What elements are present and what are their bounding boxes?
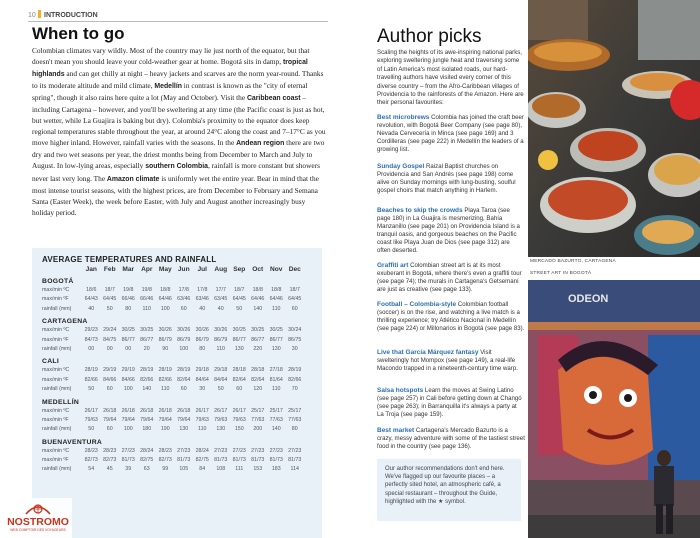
table-cell: 86/77 [251, 336, 265, 343]
table-row [42, 465, 312, 474]
pick-text: Raizal Baptist churches on Providencia and San Andrés (see page 198) come alive on Sunday mornings with lung-busting, soulful gospel choirs that match anything in Harlem. [377, 163, 516, 195]
table-cell: 82/75 [195, 457, 209, 464]
table-cell: 30/26 [195, 327, 209, 334]
table-cell: 114 [290, 466, 299, 473]
row-label: rainfall (mm) [42, 466, 72, 473]
author-pick-item [377, 427, 525, 451]
table-cell: 29/24 [103, 327, 117, 334]
table-cell: 110 [272, 386, 281, 393]
table-cell: 25/17 [288, 407, 302, 414]
pick-heading: Sunday Gospel [377, 163, 425, 170]
city-name: CALI [42, 358, 60, 366]
table-cell: 86/75 [288, 336, 302, 343]
table-cell: 100 [123, 386, 133, 393]
text-run: there are two dry and two wet seasons per year, the driest months being from December to March and July to August. In low-lying areas, especially [32, 138, 325, 171]
table-cell: 86/77 [140, 336, 154, 343]
table-cell: 86/77 [121, 336, 135, 343]
table-cell: 80 [291, 426, 298, 433]
table-cell: 26/18 [177, 407, 191, 414]
table-cell: 82/66 [158, 376, 172, 383]
table-cell: 28/24 [195, 447, 209, 454]
city-block [42, 358, 312, 394]
when-to-go-title: When to go [32, 24, 125, 43]
table-cell: 30/25 [251, 327, 265, 334]
table-cell: 28/19 [177, 367, 191, 374]
table-cell: 28/23 [158, 447, 172, 454]
city-name: CARTAGENA [42, 318, 88, 326]
photo-caption-market: MERCADO BAZURTO, CARTAGENA [530, 259, 616, 264]
pick-heading: Beaches to skip the crowds [377, 207, 463, 214]
table-row [42, 366, 312, 375]
table-cell: 30 [199, 386, 206, 393]
table-cell: 79/64 [121, 416, 135, 423]
table-cell: 110 [161, 386, 170, 393]
table-cell: 84/66 [121, 376, 135, 383]
table-cell: 26/18 [103, 407, 117, 414]
table-cell: 63 [143, 466, 150, 473]
table-row [42, 336, 312, 345]
table-cell: 18/8 [271, 287, 282, 293]
table-cell: 29/18 [195, 367, 209, 374]
pick-heading: Football – Colombia-style [377, 301, 457, 308]
row-label: max/min ºC [42, 447, 70, 454]
text-run: is uniformly wet the entire year. Bear in mind that the most intense tourist seasons, with the highest prices, are from December to February and Semana Santa (Easter Week), the week before Easter, with July and August another increasingly busy holiday period. [32, 173, 319, 217]
temperature-table-title: AVERAGE TEMPERATURES AND RAINFALL [42, 255, 217, 264]
table-cell: 81/73 [121, 457, 135, 464]
city-name: MEDELLÍN [42, 398, 80, 406]
row-label: max/min ºF [42, 457, 69, 464]
pick-text: Playa Taroa (see page 180) in La Guajira is mesmerizing, Bahía Manzanillo (see page 201) on Providencia Island is a tranquil oasis, and gorgeous beaches on the Pacific coast like Playa Juan de Dios (see page 312) are often deserted. [377, 207, 520, 255]
table-cell: 79/64 [158, 416, 172, 423]
logo-text: NOSTROMO [7, 516, 69, 528]
table-row [42, 385, 312, 394]
table-cell: 84/73 [84, 336, 98, 343]
table-cell: 26/17 [214, 407, 228, 414]
table-cell: 60 [180, 305, 187, 312]
table-cell: 82/73 [84, 457, 98, 464]
table-cell: 64/45 [232, 296, 246, 303]
table-cell: 30 [291, 345, 298, 352]
table-cell: 60 [236, 386, 243, 393]
row-label: max/min ºF [42, 336, 69, 343]
table-cell: 130 [234, 345, 244, 352]
table-cell: 130 [216, 426, 226, 433]
table-cell: 17/8 [178, 287, 189, 293]
highlight-term: tropical highlands [32, 59, 308, 79]
table-row [42, 295, 312, 304]
street-art-photo [528, 280, 700, 538]
month-label: Dec [288, 266, 301, 273]
table-row [42, 345, 312, 354]
table-cell: 63/45 [214, 296, 228, 303]
recommendation-note: Our author recommendations don't end here. We've flagged up our favourite places – a perfectly sited hotel, an atmospheric café, a special restaurant – throughout the Guide, highlighted with the ★ symbol. [377, 459, 521, 521]
row-label: rainfall (mm) [42, 345, 72, 352]
table-cell: 81/73 [177, 457, 191, 464]
highlight-term: southern Colombia [145, 163, 208, 171]
author-picks-intro: Scaling the heights of its awe-inspiring national parks, exploring sweltering jungle heat and traversing some of Latin America's most isolated roads, our hard-travelling authors have visited every corner of this diverse country – from the Afro-Caribbean villages of Providencia to the rainforests of the Amazon. Here are their personal favourites: [377, 49, 524, 107]
table-cell: 140 [142, 386, 152, 393]
table-cell: 82/64 [177, 376, 191, 383]
month-label: Sep [233, 266, 246, 273]
table-cell: 64/45 [103, 296, 117, 303]
row-label: rainfall (mm) [42, 386, 72, 393]
text-run: in contrast is known as the "city of eternal spring", though it also rains here quite a lot (May and October). Visit the [32, 81, 308, 103]
table-cell: 64/45 [288, 296, 302, 303]
table-cell: 79/64 [177, 416, 191, 423]
table-cell: 110 [272, 305, 281, 312]
table-cell: 19/8 [123, 287, 134, 293]
pick-heading: Salsa hotspots [377, 387, 424, 394]
pick-heading: Live that García Márquez fantasy [377, 349, 479, 356]
table-row [42, 425, 312, 434]
table-cell: 90 [162, 345, 169, 352]
city-name: BOGOTÁ [42, 278, 74, 285]
table-row [42, 326, 312, 335]
table-cell: 82/73 [158, 457, 172, 464]
table-cell: 18/6 [86, 287, 97, 293]
table-row [42, 305, 312, 314]
row-label: max/min ºF [42, 376, 69, 383]
text-run: and can get chilly at night – heavy jackets and scarves are the norm year-round. Thanks to its moderate altitude and mild climate, [32, 69, 324, 91]
table-cell: 86/79 [214, 336, 228, 343]
table-cell: 99 [162, 466, 169, 473]
table-cell: 00 [106, 345, 113, 352]
when-to-go-text [32, 45, 328, 218]
city-block [42, 278, 312, 314]
table-cell: 81/73 [288, 457, 302, 464]
table-cell: 30/26 [158, 327, 172, 334]
table-cell: 86/77 [269, 336, 283, 343]
temperature-table [32, 248, 322, 538]
table-cell: 86/79 [195, 336, 209, 343]
table-cell: 60 [291, 305, 298, 312]
table-cell: 50 [88, 426, 95, 433]
highlight-term: Andean region [236, 140, 285, 148]
table-cell: 29/19 [103, 367, 117, 374]
table-cell: 190 [160, 426, 170, 433]
table-cell: 84/64 [214, 376, 228, 383]
table-cell: 28/18 [232, 367, 246, 374]
table-cell: 79/63 [195, 416, 209, 423]
month-label: Apr [141, 266, 153, 273]
month-label: May [158, 266, 172, 273]
table-cell: 18/7 [104, 287, 115, 293]
table-cell: 183 [271, 466, 281, 473]
city-list [42, 278, 312, 475]
section-title: INTRODUCTION [44, 12, 98, 19]
table-cell: 82/64 [251, 376, 265, 383]
table-cell: 63/46 [195, 296, 209, 303]
table-cell: 28/19 [158, 367, 172, 374]
table-row [42, 447, 312, 456]
table-cell: 66/46 [121, 296, 135, 303]
table-cell: 39 [125, 466, 132, 473]
photo-caption-street-art: STREET ART IN BOGOTÁ [530, 271, 592, 276]
text-run: Colombian climates vary wildly. Most of the country may lie just north of the equator, but that doesn't mean you should leave your cold-weather gear at home. Bogotá sits in damp, [32, 46, 310, 67]
table-cell: 28/18 [251, 367, 265, 374]
table-cell: 26/17 [195, 407, 209, 414]
nostromo-logo [4, 498, 72, 538]
row-label: max/min ºC [42, 407, 70, 414]
month-label: Feb [103, 266, 116, 273]
table-cell: 29/23 [84, 327, 98, 334]
table-cell: 100 [179, 345, 189, 352]
table-cell: 50 [88, 386, 95, 393]
table-cell: 82/66 [84, 376, 98, 383]
table-cell: 86/77 [232, 336, 246, 343]
table-row [42, 376, 312, 385]
pick-text: Colombian football (soccer) is on the rise, and watching a live match is a thrilling experience; try Atlético Nacional in Medellín (see page 224) or Millonarios in Bogotá (see page 83). [377, 301, 525, 333]
table-cell: 30/25 [121, 327, 135, 334]
city-block [42, 318, 312, 354]
table-cell: 17/8 [197, 287, 208, 293]
table-cell: 60 [180, 386, 187, 393]
table-cell: 30/25 [140, 327, 154, 334]
month-label: Jul [197, 266, 208, 273]
table-cell: 110 [216, 345, 225, 352]
table-cell: 84/75 [103, 336, 117, 343]
table-cell: 26/18 [158, 407, 172, 414]
table-cell: 18/7 [289, 287, 300, 293]
table-cell: 45 [106, 466, 113, 473]
pick-text: Cartagena's Mercado Bazurto is a crazy, messy adventure with some of the tastiest street food in the country (see page 136). [377, 427, 525, 451]
table-cell: 60 [106, 426, 113, 433]
table-row [42, 456, 312, 465]
row-label: max/min ºF [42, 296, 69, 303]
author-pick-item [377, 262, 525, 294]
month-label: Jan [85, 266, 97, 273]
table-cell: 110 [198, 426, 207, 433]
table-cell: 130 [271, 345, 281, 352]
table-cell: 26/17 [84, 407, 98, 414]
month-label: Oct [252, 266, 264, 273]
table-cell: 140 [253, 305, 263, 312]
table-cell: 60 [106, 386, 113, 393]
table-cell: 30/25 [232, 327, 246, 334]
table-cell: 81/73 [214, 457, 228, 464]
table-cell: 66/46 [140, 296, 154, 303]
table-cell: 17/7 [215, 287, 226, 293]
table-cell: 77/63 [269, 416, 283, 423]
table-cell: 18/8 [252, 287, 263, 293]
table-cell: 105 [179, 466, 189, 473]
author-pick-item [377, 349, 525, 373]
row-label: rainfall (mm) [42, 426, 72, 433]
table-cell: 26/17 [232, 407, 246, 414]
table-cell: 28/19 [84, 367, 98, 374]
table-cell: 63/46 [177, 296, 191, 303]
row-label: rainfall (mm) [42, 305, 72, 312]
table-cell: 110 [142, 305, 151, 312]
table-cell: 100 [160, 305, 170, 312]
table-cell: 50 [217, 386, 224, 393]
table-cell: 40 [217, 305, 224, 312]
table-cell: 20 [143, 345, 150, 352]
market-photo [528, 0, 700, 257]
text-run: – including Cartagena – however, and you'll be sweltering at any time (the Pacific coast is just as hot, but wetter, while La Guajira is baking but dry). Colombia's proximity to the equator does keep regional temperatures stable throughout the year, at around 24°C along the coast and 7–17°C as you move higher inland. However, rainfall varies with the seasons. In the [32, 93, 326, 148]
table-cell: 27/23 [232, 447, 246, 454]
table-cell: 50 [236, 305, 243, 312]
table-cell: 82/66 [140, 376, 154, 383]
table-cell: 79/63 [84, 416, 98, 423]
table-cell: 86/79 [177, 336, 191, 343]
pick-heading: Best microbrews [377, 114, 430, 121]
table-cell: 28/24 [140, 447, 154, 454]
table-cell: 84/64 [195, 376, 209, 383]
month-label: Nov [270, 266, 283, 273]
table-cell: 27/23 [177, 447, 191, 454]
highlight-term: Medellín [154, 83, 182, 91]
author-pick-item [377, 387, 525, 419]
table-cell: 25/17 [269, 407, 283, 414]
table-cell: 54 [88, 466, 95, 473]
city-block [42, 439, 312, 475]
table-cell: 111 [235, 466, 244, 473]
table-cell: 80 [125, 305, 132, 312]
pick-heading: Best market [377, 427, 415, 434]
table-cell: 100 [123, 426, 133, 433]
table-cell: 27/18 [269, 367, 283, 374]
author-picks-title: Author picks [377, 26, 482, 47]
pick-text: Colombia has joined the craft beer revolution, with Bogotá Beer Company (see page 80), Nevada Cervecería in Minca (see page 169) and 3 Cordilleras (see page 222) in Medellín the leaders of a growing list. [377, 114, 524, 154]
table-cell: 25/17 [251, 407, 265, 414]
table-cell: 84 [199, 466, 206, 473]
city-name: BUENAVENTURA [42, 438, 103, 446]
highlight-term: Amazon climate [106, 175, 160, 183]
table-cell: 18/7 [234, 287, 245, 293]
row-label: max/min ºC [42, 327, 70, 334]
table-cell: 79/63 [214, 416, 228, 423]
table-cell: 77/63 [288, 416, 302, 423]
table-cell: 108 [216, 466, 226, 473]
table-cell: 64/46 [269, 296, 283, 303]
row-label: max/min ºC [42, 287, 70, 293]
table-cell: 81/73 [269, 457, 283, 464]
table-cell: 82/75 [140, 457, 154, 464]
table-cell: 28/23 [84, 447, 98, 454]
table-cell: 180 [142, 426, 152, 433]
table-cell: 26/18 [140, 407, 154, 414]
table-cell: 19/8 [141, 287, 152, 293]
row-label: max/min ºF [42, 416, 69, 423]
table-cell: 130 [179, 426, 189, 433]
table-cell: 70 [291, 386, 298, 393]
table-cell: 27/23 [214, 447, 228, 454]
table-cell: 220 [253, 345, 263, 352]
author-pick-item [377, 301, 525, 333]
table-cell: 64/46 [251, 296, 265, 303]
table-cell: 18/8 [160, 287, 171, 293]
table-cell: 29/19 [121, 367, 135, 374]
city-block [42, 399, 312, 435]
table-cell: 30/25 [269, 327, 283, 334]
table-row [42, 407, 312, 416]
table-cell: 81/73 [232, 457, 246, 464]
table-cell: 80 [199, 345, 206, 352]
table-cell: 81/64 [269, 376, 283, 383]
pick-text: Colombian street art is at its most exuberant in Bogotá, where there's even a graffiti tour (see page 74); the murals in Cartagena's Getsemaní are just as creative (see page 133). [377, 262, 522, 294]
table-cell: 50 [106, 305, 113, 312]
table-cell: 00 [125, 345, 132, 352]
month-label: Aug [214, 266, 228, 273]
table-cell: 79/64 [140, 416, 154, 423]
page-header [28, 10, 328, 22]
table-cell: 27/23 [288, 447, 302, 454]
table-cell: 28/23 [103, 447, 117, 454]
table-cell: 84/66 [103, 376, 117, 383]
table-cell: 30/26 [177, 327, 191, 334]
table-row [42, 416, 312, 425]
table-cell: 28/19 [140, 367, 154, 374]
page-number: 10 [28, 12, 36, 19]
table-cell: 86/79 [158, 336, 172, 343]
table-cell: 40 [88, 305, 95, 312]
month-label: Jun [177, 266, 190, 273]
table-cell: 82/64 [232, 376, 246, 383]
table-cell: 29/18 [214, 367, 228, 374]
table-cell: 79/63 [232, 416, 246, 423]
table-cell: 81/73 [251, 457, 265, 464]
table-cell: 40 [199, 305, 206, 312]
table-cell: 150 [234, 426, 244, 433]
author-pick-item [377, 207, 525, 256]
row-label: max/min ºC [42, 367, 70, 374]
author-pick-item [377, 114, 525, 154]
table-cell: 28/19 [288, 367, 302, 374]
table-cell: 82/66 [288, 376, 302, 383]
table-cell: 27/23 [121, 447, 135, 454]
odeon-sign: ODEON [568, 293, 609, 305]
author-pick-item [377, 163, 525, 195]
table-cell: 27/23 [269, 447, 283, 454]
table-cell: 120 [253, 386, 263, 393]
logo-tagline: WEB COMPTOIR DES VOYAGEURS [10, 528, 66, 532]
table-row [42, 286, 312, 295]
table-cell: 64/46 [158, 296, 172, 303]
table-cell: 153 [253, 466, 263, 473]
pick-text: Learn the moves at Swing Latino (see page 257) in Cali before getting down at Changó (see page 263); in Barranquilla it's always a party at La Troja (see page 159). [377, 387, 522, 419]
table-cell: 27/23 [251, 447, 265, 454]
table-cell: 30/24 [288, 327, 302, 334]
highlight-term: Caribbean coast [246, 95, 301, 103]
table-cell: 64/43 [84, 296, 98, 303]
table-cell: 82/73 [103, 457, 117, 464]
months-header [42, 266, 312, 273]
pick-text: Visit swelteringly hot Mompox (see page 149), a real-life Macondo trapped in a nineteenth-century time warp. [377, 349, 518, 373]
pick-heading: Graffiti art [377, 262, 409, 269]
table-cell: 140 [271, 426, 281, 433]
month-label: Mar [122, 266, 135, 273]
text-run: , rainfall is more constant but showers never last very long. The [32, 161, 320, 183]
table-cell: 30/26 [214, 327, 228, 334]
table-cell: 200 [253, 426, 263, 433]
table-cell: 00 [88, 345, 95, 352]
table-cell: 26/18 [121, 407, 135, 414]
table-cell: 79/64 [103, 416, 117, 423]
section-marker [38, 10, 41, 18]
table-cell: 77/63 [251, 416, 265, 423]
